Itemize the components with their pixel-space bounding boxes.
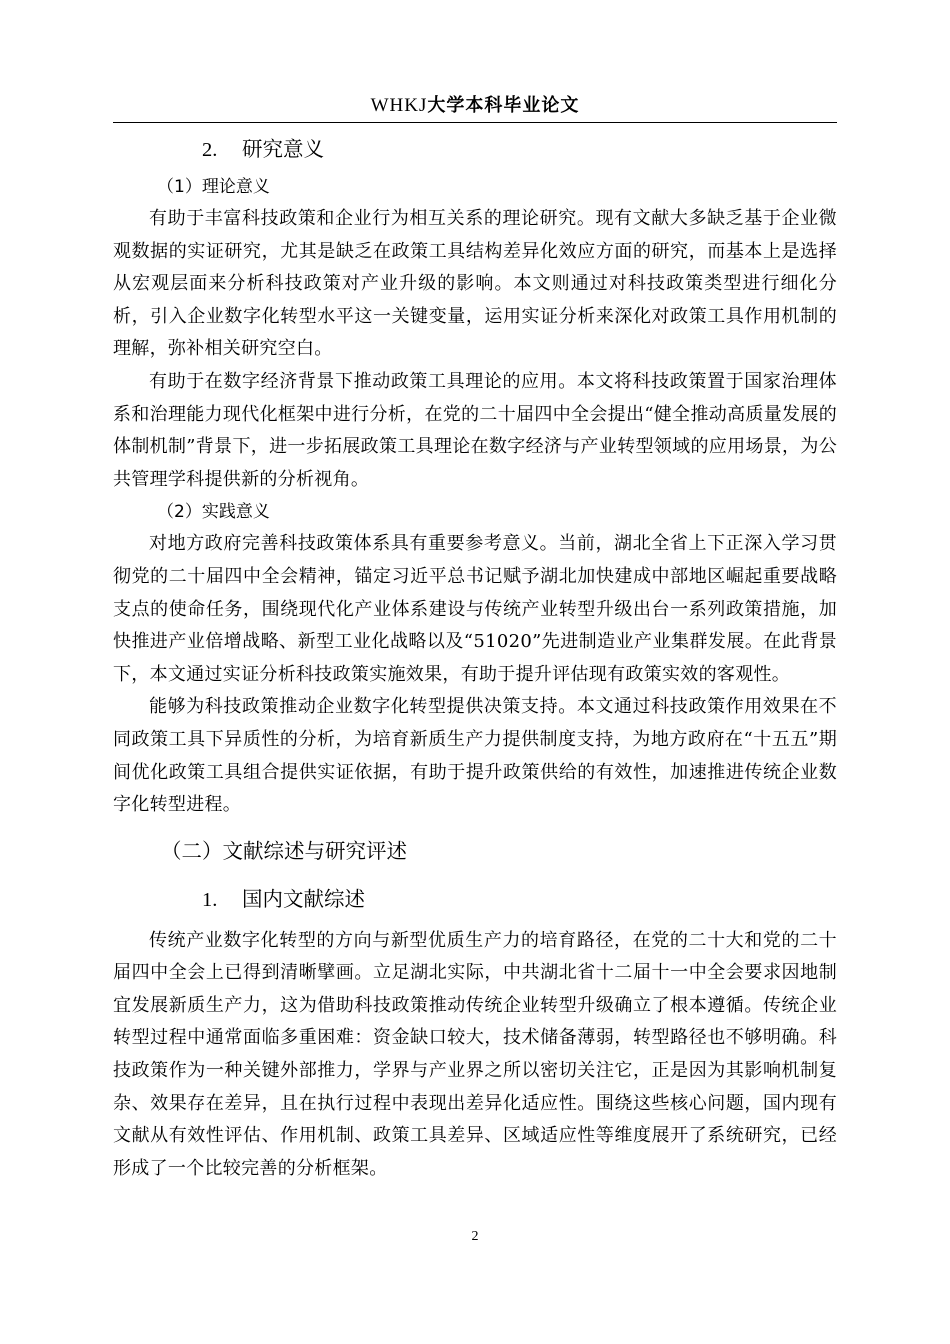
header-title: 大学本科毕业论文 [427,95,580,116]
paragraph: 对地方政府完善科技政策体系具有重要参考意义。当前，湖北全省上下正深入学习贯彻党的二十届四中全会精神，锚定习近平总书记赋予湖北加快建成中部地区崛起重要战略支点的使命任务，围绕现代化产业体系建设与传统产业转型升级出台一系列政策措施，加快推进产业倍增战略、新型工业化战略以及“51020”先进制造业产业集群发展。在此背景下，本文通过实证分析科技政策实施效果，有助于提升评估现有政策实效的客观性。 [113,533,837,685]
running-header [113,92,837,123]
section-number: 2. [202,139,218,161]
paragraph: 有助于丰富科技政策和企业行为相互关系的理论研究。现有文献大多缺乏基于企业微观数据的实证研究，尤其是缺乏在政策工具结构差异化效应方面的研究，而基本上是选择从宏观层面来分析科技政策对产业升级的影响。本文则通过对科技政策类型进行细化分析，引入企业数字化转型水平这一关键变量，运用实证分析来深化对政策工具作用机制的理解，弥补相关研究空白。 [113,208,837,360]
section-title: 研究意义 [242,137,324,161]
header-code: WHKJ [370,95,428,116]
section-heading-domestic [113,878,837,921]
page-number: 2 [471,1229,479,1244]
section-heading-review: （二）文献综述与研究评述 [161,838,407,863]
subheading-practice: （2）实践意义 [157,502,270,523]
section-heading-significance [113,128,837,171]
paragraph: 能够为科技政策推动企业数字化转型提供决策支持。本文通过科技政策作用效果在不同政策工具下异质性的分析，为培育新质生产力提供制度支持，为地方政府在“十五五”期间优化政策工具组合提供实证依据，有助于提升政策供给的有效性，加速推进传统企业数字化转型进程。 [113,696,837,816]
subheading-theory: （1）理论意义 [157,177,270,197]
section-title: 国内文献综述 [242,886,365,911]
paragraph: 有助于在数字经济背景下推动政策工具理论的应用。本文将科技政策置于国家治理体系和治理能力现代化框架中进行分析，在党的二十届四中全会提出“健全推动高质量发展的体制机制”背景下，进一步拓展政策工具理论在数字经济与产业转型领域的应用场景，为公共管理学科提供新的分析视角。 [113,370,837,490]
page-content [113,128,837,1185]
section-number: 1. [202,888,218,911]
paragraph: 传统产业数字化转型的方向与新型优质生产力的培育路径，在党的二十大和党的二十届四中全会上已得到清晰擘画。立足湖北实际，中共湖北省十二届十一中全会要求因地制宜发展新质生产力，这为借助科技政策推动传统企业转型升级确立了根本遵循。传统企业转型过程中通常面临多重困难：资金缺口较大，技术储备薄弱，转型路径也不够明确。科技政策作为一种关键外部推力，学界与产业界之所以密切关注它，正是因为其影响机制复杂、效果存在差异，且在执行过程中表现出差异化适应性。围绕这些核心问题，国内现有文献从有效性评估、作用机制、政策工具差异、区域适应性等维度展开了系统研究，已经形成了一个比较完善的分析框架。 [113,929,837,1179]
